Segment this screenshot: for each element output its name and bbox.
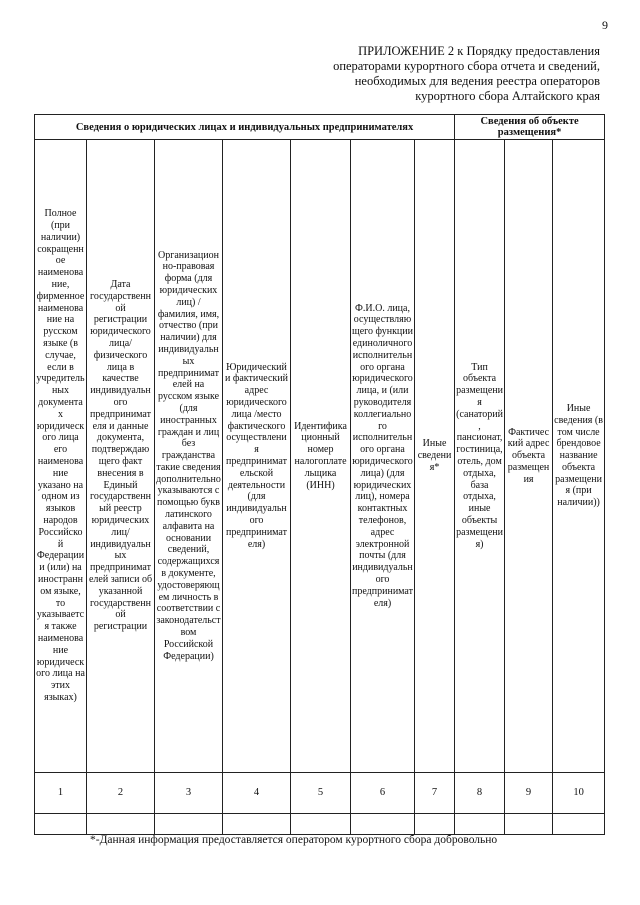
column-number-8: 8 [455,773,505,814]
column-number-1: 1 [35,773,87,814]
column-header-6: Ф.И.О. лица, осуществляющего функции единоличного исполнительного органа юридического лица, и (или руководителя коллегиального исполнительного органа юридического лица) (для юридических лиц), номера контактных телефонов, адрес электронной почты (для индивидуального предпринимателя) [351,140,415,773]
column-number-6: 6 [351,773,415,814]
empty-cell [455,814,505,835]
column-header-8: Тип объекта размещения (санаторий, пансионат, гостиница, отель, дом отдыха, база отдыха, иные объекты размещения) [455,140,505,773]
column-number-2: 2 [87,773,155,814]
empty-cell [351,814,415,835]
empty-cell [505,814,553,835]
column-header-3: Организационно-правовая форма (для юридических лиц) / фамилия, имя, отчество (при наличии) для индивидуальных предпринимателей на русском языке (для иностранных граждан и лиц без гражданства такие сведения дополнительно указываются с помощью букв латинского алфавита на основании сведений, содержащихся в документе, удостоверяющем личность в соответствии с законодательством Российской Федерации) [155,140,223,773]
page-number: 9 [602,18,608,32]
column-header-7: Иные сведения* [415,140,455,773]
appendix-title: ПРИЛОЖЕНИЕ 2 к Порядку предоставления операторами курортного сбора отчета и сведений, необходимых для ведения реестра операторов курортного сбора Алтайского края [333,44,600,103]
column-number-9: 9 [505,773,553,814]
column-header-2: Дата государственной регистрации юридического лица/физического лица в качестве индивидуального предпринимателя и данные документа, подтверждающего факт внесения в Единый государственный реестр юридических лиц/индивидуальных предпринимателей записи об указанной государственной регистрации [87,140,155,773]
column-number-10: 10 [553,773,605,814]
column-header-4: Юридический и фактический адрес юридического лица /место фактического осуществления предпринимательской деятельности (для индивидуального предпринимателя) [223,140,291,773]
empty-cell [87,814,155,835]
column-header-9: Фактический адрес объекта размещения [505,140,553,773]
group-header-object: Сведения об объекте размещения* [455,115,605,140]
empty-cell [155,814,223,835]
empty-cell [291,814,351,835]
column-number-7: 7 [415,773,455,814]
column-number-3: 3 [155,773,223,814]
column-header-10: Иные сведения (в том числе брендовое название объекта размещения (при наличии)) [553,140,605,773]
footnote: *-Данная информация предоставляется оператором курортного сбора добровольно [90,834,498,846]
empty-cell [553,814,605,835]
column-header-1: Полное (при наличии) сокращенное наименование, фирменное наименование на русском языке (в случае, если в учредительных документах юридического лица его наименование указано на одном из языков народов Российской Федерации и (или) на иностранном языке, то указывается также наименование юридического лица на этих языках) [35,140,87,773]
column-header-5: Идентификационный номер налогоплательщика (ИНН) [291,140,351,773]
empty-cell [415,814,455,835]
empty-cell [223,814,291,835]
registry-table [34,114,605,835]
empty-cell [35,814,87,835]
group-header-legal: Сведения о юридических лицах и индивидуальных предпринимателях [35,115,455,140]
column-number-5: 5 [291,773,351,814]
column-number-4: 4 [223,773,291,814]
